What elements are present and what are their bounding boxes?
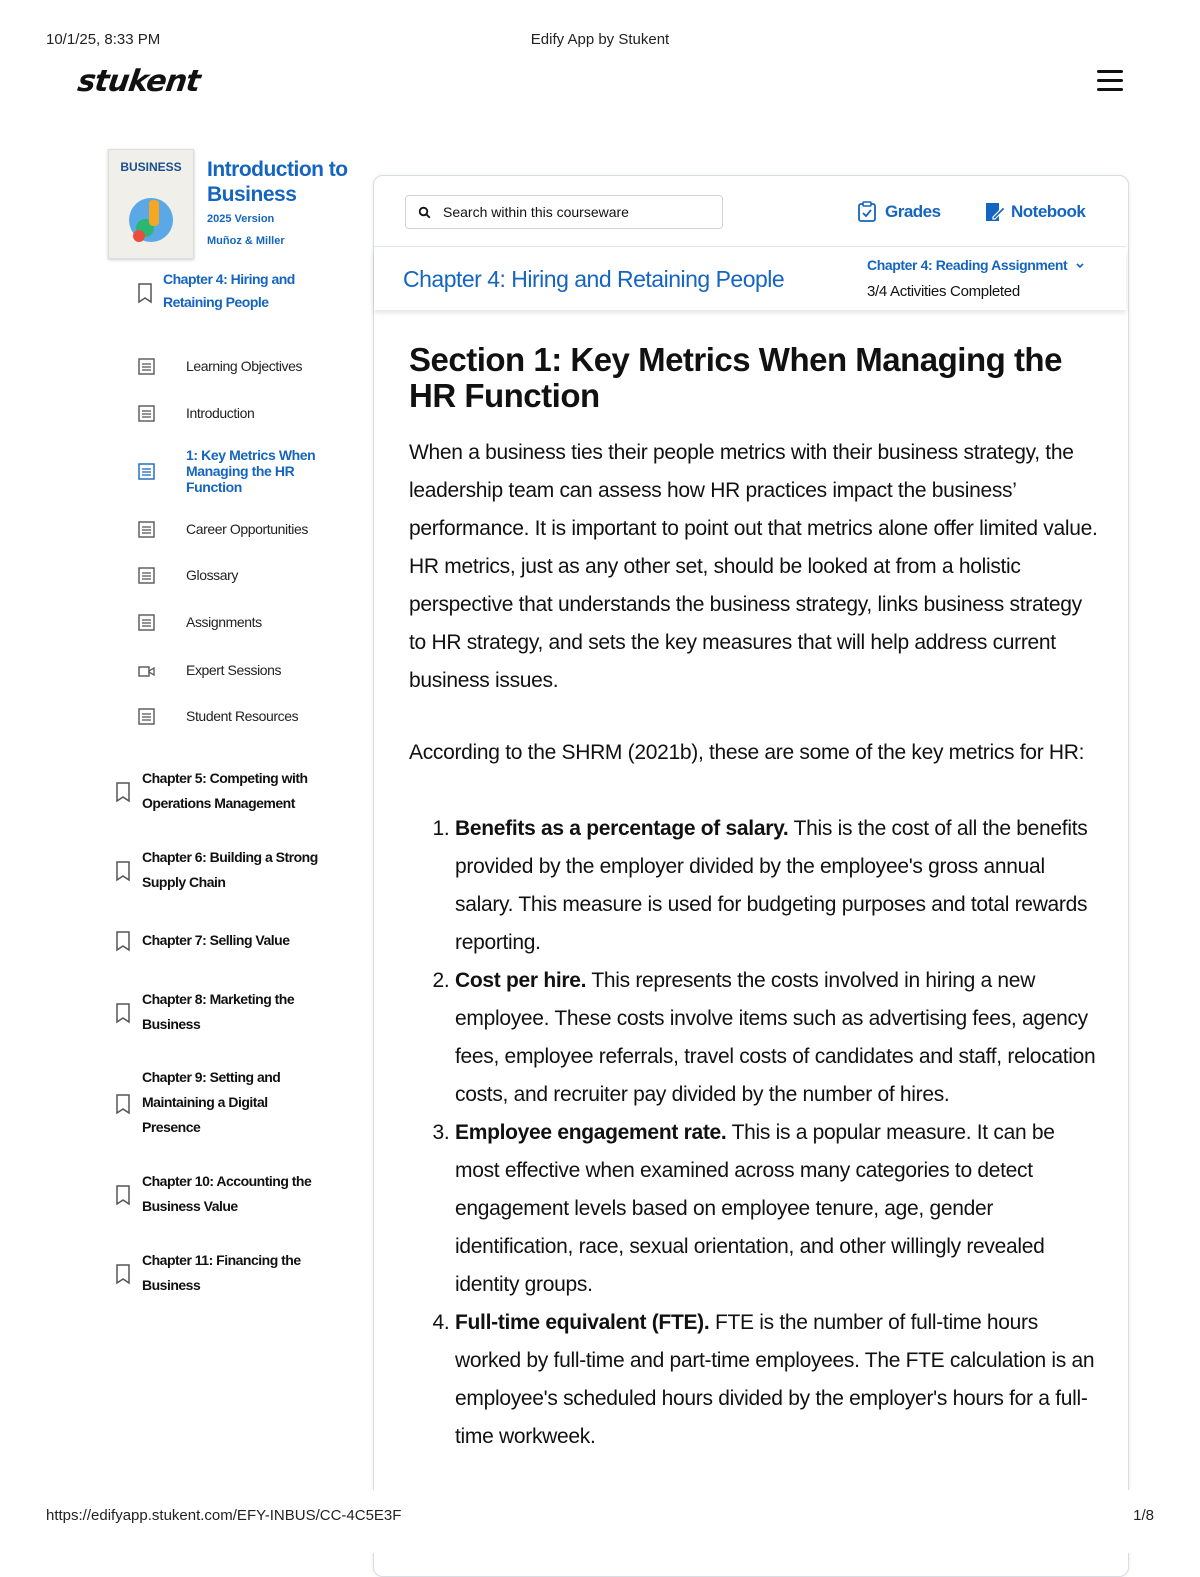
toolbar-divider: [374, 246, 1126, 247]
sidebar-chapter-7[interactable]: [114, 928, 354, 953]
document-icon: [138, 463, 155, 480]
sidebar-item-glossary[interactable]: [138, 567, 238, 584]
sidebar-item-key-metrics[interactable]: [138, 447, 358, 495]
document-icon: [138, 521, 155, 538]
list-item: [455, 962, 1099, 1114]
document-icon: [138, 708, 155, 725]
book-cover-art: [109, 150, 193, 258]
search-icon: [418, 206, 431, 219]
sidebar-chapter-8[interactable]: [114, 987, 354, 1037]
sidebar-item-label: Career Opportunities: [186, 521, 308, 537]
sidebar-item-label: 1: Key Metrics When Managing the HR Function: [186, 447, 316, 495]
chevron-down-icon: [1075, 262, 1085, 270]
sidebar-chapter-label: Chapter 9: Setting and Maintaining a Digital Presence: [142, 1069, 281, 1135]
sidebar-item-assignments[interactable]: [138, 614, 262, 631]
sidebar-chapter-5[interactable]: [114, 766, 354, 816]
sidebar-item-label: Assignments: [186, 614, 262, 630]
sidebar-chapter-label: Chapter 5: Competing with Operations Management: [142, 770, 308, 811]
print-date: 10/1/25, 8:33 PM: [46, 31, 161, 48]
metric-term: Full-time equivalent (FTE).: [455, 1311, 710, 1334]
metric-text: This is a popular measure. It can be most effective when examined across many categories to detect engagement levels based on employee tenure, age, gender identification, race, sexual orientation, and other willingly revealed identity groups.: [455, 1121, 1055, 1296]
sidebar-chapter-11[interactable]: [114, 1248, 354, 1293]
bookmark-icon: [114, 1093, 132, 1115]
stukent-logo[interactable]: stukent: [75, 64, 202, 99]
book-version: 2025 Version: [207, 213, 275, 225]
notebook-label: Notebook: [1011, 202, 1086, 221]
sidebar-item-career-opportunities[interactable]: [138, 521, 308, 538]
sidebar-item-label: Introduction: [186, 405, 255, 421]
print-title: Edify App by Stukent: [530, 31, 670, 48]
list-item: [455, 1114, 1099, 1304]
notebook-link[interactable]: [984, 201, 1085, 223]
search-input[interactable]: [441, 203, 715, 221]
bookmark-icon: [114, 930, 132, 952]
book-cover-text: BUSINESS: [120, 160, 182, 174]
sidebar-item-introduction[interactable]: [138, 405, 254, 422]
grades-label: Grades: [885, 202, 941, 221]
section-title: Section 1: Key Metrics When Managing the HR Function: [409, 341, 1062, 414]
activities-status: 3/4 Activities Completed: [867, 283, 1020, 300]
metric-text: This represents the costs involved in hiring a new employee. These costs involve items such as advertising fees, agency fees, employee referrals, travel costs of candidates and staff, relocation costs, and recruiter pay divided by the number of hires.: [455, 969, 1096, 1106]
sidebar-chapter-label: Chapter 10: Accounting the Business Value: [142, 1173, 312, 1214]
sidebar-chapter-4[interactable]: [136, 268, 356, 314]
document-icon: [138, 567, 155, 584]
book-authors: Muñoz & Miller: [207, 235, 285, 247]
bookmark-icon: [114, 860, 132, 882]
metrics-list: [409, 810, 1099, 1456]
search-box[interactable]: [405, 195, 723, 229]
bookmark-icon: [114, 1263, 132, 1285]
book-title[interactable]: Introduction to Business: [207, 158, 348, 206]
bookmark-icon: [114, 1184, 132, 1206]
sidebar-item-label: Student Resources: [186, 708, 299, 724]
list-item: [455, 810, 1099, 962]
bookmark-icon: [114, 781, 132, 803]
list-item: [455, 1304, 1099, 1456]
sidebar-chapter-10[interactable]: [114, 1169, 354, 1219]
metric-term: Benefits as a percentage of salary.: [455, 817, 789, 840]
video-icon: [138, 663, 155, 680]
sidebar-chapter-label: Chapter 11: Financing the Business: [142, 1252, 301, 1293]
metric-term: Employee engagement rate.: [455, 1121, 727, 1144]
print-page-number: 1/8: [1133, 1507, 1154, 1524]
sidebar-chapter-label: Chapter 6: Building a Strong Supply Chain: [142, 849, 318, 890]
sidebar-chapter-6[interactable]: [114, 845, 354, 895]
book-cover-image: [108, 149, 194, 259]
sidebar-chapter-9[interactable]: [114, 1065, 354, 1140]
sidebar-item-learning-objectives[interactable]: [138, 358, 302, 375]
print-url: https://edifyapp.stukent.com/EFY-INBUS/CC-4C5E3F: [46, 1507, 402, 1524]
chapter-title: Chapter 4: Hiring and Retaining People: [403, 266, 785, 292]
hamburger-menu-icon[interactable]: [1097, 70, 1123, 92]
metric-text: This is the cost of all the benefits provided by the employer divided by the employee's gross annual salary. This measure is used for budgeting purposes and total rewards reporting.: [455, 817, 1088, 954]
document-icon: [138, 614, 155, 631]
grades-link[interactable]: [857, 201, 941, 223]
sidebar-chapter-label: Chapter 8: Marketing the Business: [142, 991, 295, 1032]
sidebar-chapter-label: Chapter 7: Selling Value: [142, 932, 290, 948]
sidebar-item-label: Glossary: [186, 567, 239, 583]
bookmark-icon: [136, 282, 154, 304]
sidebar-item-label: Learning Objectives: [186, 358, 303, 374]
notebook-edit-icon: [984, 201, 1006, 223]
sidebar-item-expert-sessions[interactable]: [138, 662, 281, 680]
assignment-select[interactable]: [867, 257, 1085, 273]
paragraph: According to the SHRM (2021b), these are some of the key metrics for HR:: [409, 741, 1085, 764]
sidebar-chapter-label: Chapter 4: Hiring and Retaining People: [163, 271, 295, 310]
sidebar-item-student-resources[interactable]: [138, 708, 298, 725]
paragraph: When a business ties their people metrics with their business strategy, the leadership team can assess how HR practices impact the business’ performance. It is important to point out that metrics alone offer limited value. HR metrics, just as any other set, should be looked at from a holistic perspective that understands the business strategy, links business strategy to HR strategy, and sets the key measures that will help address current business issues.: [409, 441, 1098, 692]
sidebar-item-label: Expert Sessions: [186, 662, 282, 678]
bookmark-icon: [114, 1002, 132, 1024]
section-content: [409, 342, 1099, 1456]
document-icon: [138, 405, 155, 422]
metric-text: FTE is the number of full-time hours worked by full-time and part-time employees. The FTE calculation is an employee's scheduled hours divided by the employer's hours for a full-time workweek.: [455, 1311, 1095, 1448]
clipboard-check-icon: [857, 201, 877, 223]
assignment-select-label: Chapter 4: Reading Assignment: [867, 257, 1068, 273]
document-icon: [138, 358, 155, 375]
metric-term: Cost per hire.: [455, 969, 587, 992]
